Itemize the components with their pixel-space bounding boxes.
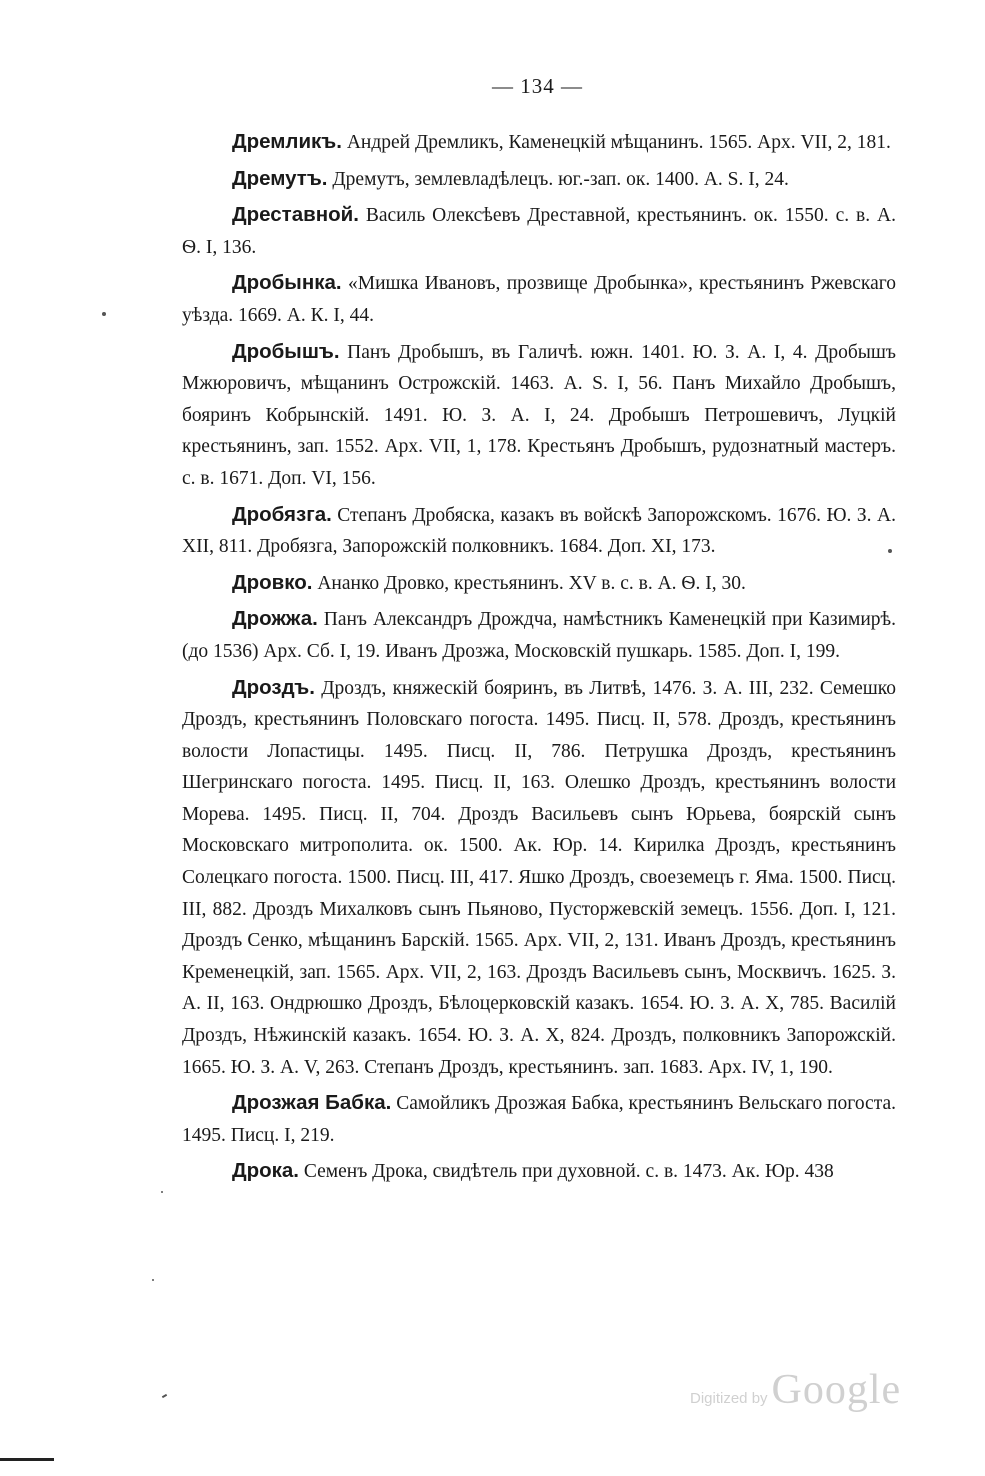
dictionary-text [182,126,896,1192]
entry [182,336,896,495]
entry-text: Дроздъ, княжескій бояринъ, въ Литвѣ, 1476. З. А. III, 232. Семешко Дроздъ, крестьянинъ Половскаго погоста. 1495. Писц. II, 578. Дроздъ, крестьянинъ волости Лопастицы. 1495. Писц. II, 786. Петрушка Дроздъ, крестьянинъ Шегринскаго погоста. 1495. Писц. II, 163. Олешко Дроздъ, крестьянинъ волости Морева. 1495. Писц. II, 704. Дроздъ Васильевъ сынъ Юрьева, боярскій сынъ Московскаго митрополита. ок. 1500. Ак. Юр. 14. Кирилка Дроздъ, крестьянинъ Солецкаго погоста. 1500. Писц. III, 417. Яшко Дроздъ, своеземецъ г. Яма. 1500. Писц. III, 882. Дроздъ Михалковъ сынъ Пьяново, Пусторжевскій земецъ. 1556. Доп. I, 121. Дроздъ Сенко, мѣщанинъ Барскій. 1565. Арх. VII, 2, 131. Иванъ Дроздъ, крестьянинъ Кременецкій, зап. 1565. Арх. VII, 2, 163. Дроздъ Васильевъ сынъ, Москвичъ. 1625. З. А. II, 163. Ондрюшко Дроздъ, Бѣлоцерковскій казакъ. 1654. Ю. З. А. X, 785. Василій Дроздъ, Нѣжинскій казакъ. 1654. Ю. З. А. X, 824. Дроздъ, полковникъ Запорожскій. 1665. Ю. З. А. V, 263. Степанъ Дроздъ, крестьянинъ. зап. 1683. Арх. IV, 1, 190. [182,677,896,1078]
entry-text: Василь Олексѣевъ Дреставной, крестьянинъ. ок. 1550. с. в. А. Ѳ. I, 136. [182,205,896,258]
entry [182,672,896,1084]
entry [182,1155,896,1188]
entry-headword: Дремутъ. [232,166,328,190]
entry-text: Андрей Дремликъ, Каменецкій мѣщанинъ. 1565. Арх. VII, 2, 181. [341,132,891,153]
entry-text: Самойликъ Дрозжая Бабка, крестьянинъ Вельскаго погоста. 1495. Писц. I, 219. [182,1093,896,1146]
entry [182,126,896,159]
entry-text: Степанъ Дробяска, казакъ въ войскѣ Запорожскомъ. 1676. Ю. З. А. XII, 811. Дробязга, Запорожскій полковникъ. 1684. Доп. XI, 173. [182,504,896,558]
entry-text: Дремутъ, землевладѣлецъ. юг.-зап. ок. 1400. А. S. I, 24. [327,168,789,190]
entry-text: «Мишка Ивановъ, прозвище Дробынка», крестьянинъ Ржевскаго уѣзда. 1669. А. К. I, 44. [182,273,896,326]
entry-headword: Дреставной. [232,203,359,227]
entry [182,499,896,563]
entry-headword: Дремликъ. [232,130,342,153]
print-speck [161,1191,163,1193]
entry [182,567,896,600]
entry [182,1087,896,1151]
entry-text: Семенъ Дрока, свидѣтель при духовной. с. в. 1473. Ак. Юр. 438 [299,1161,834,1183]
entry-headword: Дроздъ. [232,675,315,699]
entry-text: Ананко Дровко, крестьянинъ. XV в. с. в. А. Ѳ. I, 30. [312,572,746,594]
entry [182,163,896,196]
entry [182,267,896,331]
entry-headword: Дровко. [232,570,313,594]
page-number: — 134 — [492,74,583,98]
entry-headword: Дробынка. [232,271,342,295]
print-speck [102,312,106,316]
entry-headword: Дробышъ. [232,339,340,363]
entry-text: Панъ Александръ Дрождча, намѣстникъ Каменецкій при Казимирѣ. (до 1536) Арх. Сб. I, 19. Иванъ Дрозжа, Московскій пушкарь. 1585. Доп. I, 199. [182,609,896,662]
entry [182,199,896,263]
entry-headword: Дрожжа. [232,607,318,631]
entry-headword: Дрока. [232,1159,300,1183]
scan-edge-line [0,1458,54,1461]
print-speck [162,1394,167,1398]
entry-headword: Дробязга. [232,502,332,526]
watermark-brand: Google [771,1367,902,1413]
entry [182,603,896,667]
print-speck [888,549,892,553]
google-watermark [690,1366,901,1414]
print-speck [152,1279,154,1281]
entry-headword: Дрозжая Бабка. [232,1091,392,1115]
entry-text: Панъ Дробышъ, въ Галичѣ. южн. 1401. Ю. З. А. I, 4. Дробышъ Мжюровичъ, мѣщанинъ Острожскій. 1463. А. S. I, 56. Панъ Михайло Дробышъ, бояринъ Кобрынскій. 1491. Ю. З. А. I, 24. Дробышъ Петрошевичъ, Луцкій крестьянинъ, зап. 1552. Арх. VII, 1, 178. Крестьянъ Дробышъ, рудознатный мастеръ. с. в. 1671. Доп. VI, 156. [182,341,896,489]
watermark-prefix: Digitized by [690,1390,768,1407]
